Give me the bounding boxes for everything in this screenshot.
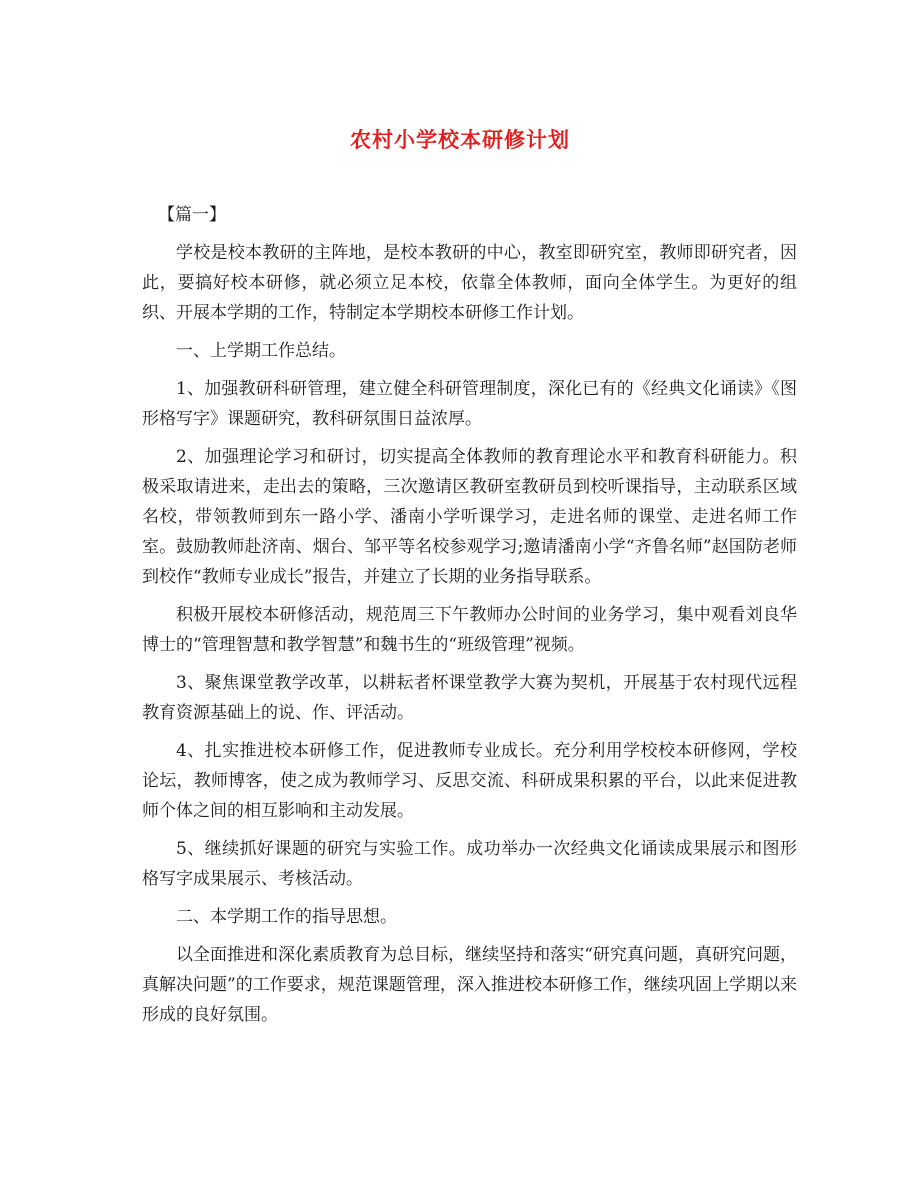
summary-item-4: 4、扎实推进校本研修工作，促进教师专业成长。充分利用学校校本研修网，学校论坛，教师博客，使之成为教师学习、反思交流、科研成果积累的平台，以此来促进教师个体之间的相互影响和主动发展。	[142, 741, 797, 821]
summary-item-2-continued: 积极开展校本研修活动，规范周三下午教师办公时间的业务学习，集中观看刘良华博士的“管理智慧和教学智慧”和魏书生的“班级管理”视频。	[142, 605, 797, 655]
summary-item-5: 5、继续抓好课题的研究与实验工作。成功举办一次经典文化诵读成果展示和图形格写字成果展示、考核活动。	[142, 839, 797, 889]
guiding-ideology-paragraph: 以全面推进和深化素质教育为总目标，继续坚持和落实“研究真问题，真研究问题，真解决问题”的工作要求，规范课题管理，深入推进校本研修工作，继续巩固上学期以来形成的良好氛围。	[142, 945, 797, 1025]
section-heading-summary: 一、上学期工作总结。	[176, 341, 346, 361]
document-body	[142, 200, 797, 1038]
section-label: 【篇一】	[158, 205, 226, 225]
summary-item-1: 1、加强教研科研管理，建立健全科研管理制度，深化已有的《经典文化诵读》《图形格写字》课题研究，教科研氛围日益浓厚。	[142, 379, 797, 429]
section-heading-guiding-ideology: 二、本学期工作的指导思想。	[176, 907, 397, 927]
summary-item-2: 2、加强理论学习和研讨，切实提高全体教师的教育理论水平和教育科研能力。积极采取请进来，走出去的策略，三次邀请区教研室教研员到校听课指导，主动联系区域名校，带领教师到东一路小学、潘南小学听课学习，走进名师的课堂、走进名师工作室。鼓励教师赴济南、烟台、邹平等名校参观学习;邀请潘南小学“齐鲁名师”赵国防老师到校作“教师专业成长”报告，并建立了长期的业务指导联系。	[142, 447, 797, 587]
document-title: 农村小学校本研修计划	[350, 127, 570, 152]
summary-item-3: 3、聚焦课堂教学改革，以耕耘者杯课堂教学大赛为契机，开展基于农村现代远程教育资源基础上的说、作、评活动。	[142, 673, 797, 723]
intro-paragraph: 学校是校本教研的主阵地，是校本教研的中心，教室即研究室，教师即研究者，因此，要搞好校本研修，就必须立足本校，依靠全体教师，面向全体学生。为更好的组织、开展本学期的工作，特制定本学期校本研修工作计划。	[142, 243, 797, 323]
